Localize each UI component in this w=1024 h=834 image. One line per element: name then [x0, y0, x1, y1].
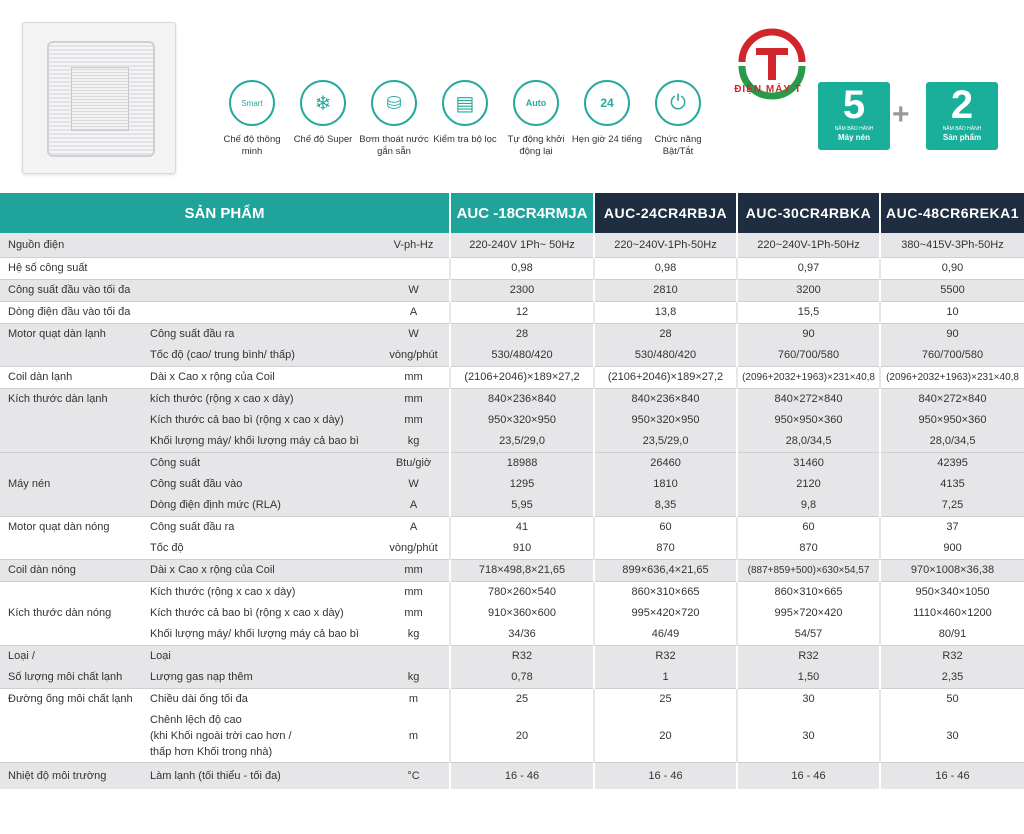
- row-unit: kg: [378, 431, 450, 453]
- row-category: Hệ số công suất: [0, 258, 146, 280]
- feature-filter-check: [428, 80, 502, 146]
- row-category: Đường ống môi chất lạnh: [0, 689, 146, 711]
- brand-name: ĐIỆN MÁY T: [734, 84, 802, 95]
- row-category: Coil dàn nóng: [0, 560, 146, 582]
- product-column-header: SẢN PHẨM: [0, 193, 450, 233]
- spec-value: 37: [880, 517, 1024, 539]
- spec-value: 530/480/420: [450, 345, 594, 367]
- row-unit: kg: [378, 624, 450, 646]
- spec-value: 950×340×1050: [880, 582, 1024, 604]
- spec-value: 760/700/580: [880, 345, 1024, 367]
- timer-24h-icon: 24: [584, 80, 630, 126]
- row-category: [0, 453, 146, 475]
- spec-value: 23,5/29,0: [450, 431, 594, 453]
- table-row: [0, 710, 1024, 763]
- spec-value: 950×950×360: [737, 410, 880, 431]
- spec-value: 16 - 46: [880, 763, 1024, 790]
- spec-value: 12: [450, 302, 594, 324]
- spec-value: 1,50: [737, 667, 880, 689]
- spec-value: 1110×460×1200: [880, 603, 1024, 624]
- row-parameter: kích thước (rộng x cao x dày): [146, 389, 378, 411]
- table-row: [0, 324, 1024, 346]
- spec-value: 860×310×665: [737, 582, 880, 604]
- feature-label: Tự động khởi động lại: [507, 134, 565, 157]
- spec-value: 30: [737, 710, 880, 763]
- spec-value: 30: [880, 710, 1024, 763]
- row-category: Loại /: [0, 646, 146, 668]
- row-category: [0, 431, 146, 453]
- spec-value: 28,0/34,5: [737, 431, 880, 453]
- spec-value: 780×260×540: [450, 582, 594, 604]
- warranty-caption: Máy nén: [837, 133, 870, 142]
- row-parameter: Công suất đầu ra: [146, 324, 378, 346]
- spec-value: 60: [737, 517, 880, 539]
- row-unit: m: [378, 689, 450, 711]
- warranty-years: 2: [950, 83, 974, 127]
- row-category: [0, 624, 146, 646]
- table-row: [0, 302, 1024, 324]
- model-header: AUC-48CR6REKA1: [880, 193, 1024, 233]
- row-parameter: Dòng điện định mức (RLA): [146, 495, 378, 517]
- spec-value: 840×272×840: [737, 389, 880, 411]
- row-parameter: Kích thước (rộng x cao x dày): [146, 582, 378, 604]
- model-header: AUC -18CR4RMJA: [450, 193, 594, 233]
- spec-value: 10: [880, 302, 1024, 324]
- row-parameter: Làm lạnh (tối thiểu - tối đa): [146, 763, 378, 790]
- spec-value: 860×310×665: [594, 582, 737, 604]
- snowflake-icon: ❄: [300, 80, 346, 126]
- spec-value: 910×360×600: [450, 603, 594, 624]
- row-unit: W: [378, 474, 450, 495]
- spec-value: 34/36: [450, 624, 594, 646]
- spec-value: 910: [450, 538, 594, 560]
- row-parameter: Công suất đầu ra: [146, 517, 378, 539]
- row-unit: A: [378, 495, 450, 517]
- spec-value: 220~240V-1Ph-50Hz: [737, 233, 880, 258]
- spec-value: (2096+2032+1963)×231×40,8: [737, 367, 880, 389]
- spec-value: 4135: [880, 474, 1024, 495]
- row-unit: °C: [378, 763, 450, 790]
- spec-table-body: [0, 233, 1024, 789]
- spec-value: 8,35: [594, 495, 737, 517]
- row-parameter: Chiều dài ống tối đa: [146, 689, 378, 711]
- spec-value: 31460: [737, 453, 880, 475]
- spec-value: 26460: [594, 453, 737, 475]
- spec-value: 7,25: [880, 495, 1024, 517]
- row-category: Nguồn điện: [0, 233, 146, 258]
- table-row: [0, 474, 1024, 495]
- spec-value: (2096+2032+1963)×231×40,8: [880, 367, 1024, 389]
- spec-value: (2106+2046)×189×27,2: [450, 367, 594, 389]
- spec-value: 1295: [450, 474, 594, 495]
- spec-value: 16 - 46: [594, 763, 737, 790]
- warranty-years: 5: [842, 83, 866, 127]
- table-row: [0, 280, 1024, 302]
- table-row: [0, 233, 1024, 258]
- row-category: [0, 495, 146, 517]
- feature-label: Bơm thoát nước gắn sẵn: [359, 134, 429, 157]
- feature-label: Kiểm tra bộ lọc: [433, 134, 497, 145]
- spec-value: 1810: [594, 474, 737, 495]
- spec-value: 3200: [737, 280, 880, 302]
- spec-value: 80/91: [880, 624, 1024, 646]
- table-row: [0, 763, 1024, 790]
- spec-value: 25: [594, 689, 737, 711]
- warranty-small-text: NĂM BẢO HÀNH: [834, 126, 874, 132]
- spec-value: 530/480/420: [594, 345, 737, 367]
- spec-value: 900: [880, 538, 1024, 560]
- power-toggle-icon: ⏻: [655, 80, 701, 126]
- feature-label: Chức năng Bật/Tắt: [654, 134, 702, 157]
- feature-super: [286, 80, 360, 146]
- row-unit: mm: [378, 367, 450, 389]
- row-parameter: Lượng gas nạp thêm: [146, 667, 378, 689]
- row-unit: W: [378, 280, 450, 302]
- feature-timer: [570, 80, 644, 146]
- spec-value: 1: [594, 667, 737, 689]
- feature-drain-pump: [357, 80, 431, 158]
- row-unit: kg: [378, 667, 450, 689]
- table-row: [0, 646, 1024, 668]
- spec-value: 0,97: [737, 258, 880, 280]
- spec-value: 16 - 46: [737, 763, 880, 790]
- spec-value: 380~415V-3Ph-50Hz: [880, 233, 1024, 258]
- table-row: [0, 495, 1024, 517]
- row-category: Số lượng môi chất lạnh: [0, 667, 146, 689]
- row-unit: W: [378, 324, 450, 346]
- row-unit: mm: [378, 582, 450, 604]
- row-category: Công suất đầu vào tối đa: [0, 280, 146, 302]
- spec-value: 16 - 46: [450, 763, 594, 790]
- row-parameter: Tốc độ (cao/ trung bình/ thấp): [146, 345, 378, 367]
- spec-value: 42395: [880, 453, 1024, 475]
- spec-value: 90: [737, 324, 880, 346]
- spec-value: 0,78: [450, 667, 594, 689]
- row-parameter: Dài x Cao x rộng của Coil: [146, 560, 378, 582]
- spec-value: 950×950×360: [880, 410, 1024, 431]
- spec-value: 15,5: [737, 302, 880, 324]
- feature-label: Chế độ Super: [293, 134, 353, 145]
- row-parameter: [146, 280, 378, 302]
- spec-value: (887+859+500)×630×54,57: [737, 560, 880, 582]
- row-unit: A: [378, 517, 450, 539]
- spec-header-row: [0, 193, 1024, 233]
- unit-inner-panel: [71, 67, 129, 131]
- filter-check-icon: ▤: [442, 80, 488, 126]
- row-parameter: Dài x Cao x rộng của Coil: [146, 367, 378, 389]
- row-unit: m: [378, 710, 450, 763]
- warranty-caption: Sản phẩm: [942, 133, 982, 142]
- row-category: [0, 345, 146, 367]
- model-header: AUC-30CR4RBKA: [737, 193, 880, 233]
- row-unit: A: [378, 302, 450, 324]
- feature-auto-restart: [499, 80, 573, 158]
- spec-value: 2810: [594, 280, 737, 302]
- spec-value: 220~240V-1Ph-50Hz: [594, 233, 737, 258]
- feature-smart: [215, 80, 289, 158]
- spec-value: 2,35: [880, 667, 1024, 689]
- row-parameter: Công suất: [146, 453, 378, 475]
- row-unit: mm: [378, 389, 450, 411]
- row-category: [0, 538, 146, 560]
- spec-value: 995×720×420: [737, 603, 880, 624]
- spec-value: 50: [880, 689, 1024, 711]
- spec-value: 899×636,4×21,65: [594, 560, 737, 582]
- table-row: [0, 389, 1024, 411]
- row-parameter: Khối lượng máy/ khối lượng máy cả bao bì: [146, 431, 378, 453]
- row-parameter: Kích thước cả bao bì (rộng x cao x dày): [146, 410, 378, 431]
- spec-value: 718×498,8×21,65: [450, 560, 594, 582]
- row-parameter: Tốc độ: [146, 538, 378, 560]
- spec-value: 28: [450, 324, 594, 346]
- table-row: [0, 603, 1024, 624]
- row-category: Kích thước dàn nóng: [0, 603, 146, 624]
- row-unit: mm: [378, 603, 450, 624]
- table-row: [0, 560, 1024, 582]
- table-row: [0, 538, 1024, 560]
- spec-value: (2106+2046)×189×27,2: [594, 367, 737, 389]
- row-category: [0, 710, 146, 763]
- row-unit: vòng/phút: [378, 538, 450, 560]
- table-row: [0, 345, 1024, 367]
- spec-value: 13,8: [594, 302, 737, 324]
- table-row: [0, 367, 1024, 389]
- warranty-badge-compressor: [818, 82, 890, 150]
- spec-value: 54/57: [737, 624, 880, 646]
- spec-value: 870: [594, 538, 737, 560]
- row-parameter: Công suất đầu vào: [146, 474, 378, 495]
- product-image: [22, 22, 176, 174]
- spec-value: 5500: [880, 280, 1024, 302]
- spec-value: 20: [450, 710, 594, 763]
- spec-value: 20: [594, 710, 737, 763]
- row-unit: [378, 258, 450, 280]
- spec-table: [0, 193, 1024, 789]
- spec-value: R32: [594, 646, 737, 668]
- feature-label: Chế độ thông minh: [223, 134, 281, 157]
- spec-value: 840×236×840: [594, 389, 737, 411]
- spec-value: 840×236×840: [450, 389, 594, 411]
- row-parameter: [146, 302, 378, 324]
- row-parameter: Loại: [146, 646, 378, 668]
- row-unit: V-ph-Hz: [378, 233, 450, 258]
- model-header: AUC-24CR4RBJA: [594, 193, 737, 233]
- row-category: Máy nén: [0, 474, 146, 495]
- spec-value: 970×1008×36,38: [880, 560, 1024, 582]
- row-category: Nhiệt độ môi trường: [0, 763, 146, 790]
- table-row: [0, 624, 1024, 646]
- spec-value: 46/49: [594, 624, 737, 646]
- row-parameter: [146, 233, 378, 258]
- feature-label: Hẹn giờ 24 tiếng: [571, 134, 643, 145]
- spec-value: R32: [737, 646, 880, 668]
- spec-value: 5,95: [450, 495, 594, 517]
- warranty-small-text: NĂM BẢO HÀNH: [942, 126, 982, 132]
- spec-value: 23,5/29,0: [594, 431, 737, 453]
- row-parameter: Chênh lệch độ cao (khi Khối ngoài trời cao hơn / thấp hơn Khối trong nhà): [146, 710, 378, 763]
- header-area: [0, 0, 1024, 190]
- row-unit: vòng/phút: [378, 345, 450, 367]
- row-category: Motor quạt dàn nóng: [0, 517, 146, 539]
- row-parameter: Khối lượng máy/ khối lượng máy cả bao bì: [146, 624, 378, 646]
- plus-sign: +: [892, 98, 910, 131]
- row-parameter: Kích thước cả bao bì (rộng x cao x dày): [146, 603, 378, 624]
- spec-value: R32: [880, 646, 1024, 668]
- row-category: Kích thước dàn lạnh: [0, 389, 146, 411]
- spec-value: 0,98: [594, 258, 737, 280]
- row-category: [0, 410, 146, 431]
- table-row: [0, 258, 1024, 280]
- spec-value: 60: [594, 517, 737, 539]
- row-category: Coil dàn lạnh: [0, 367, 146, 389]
- spec-value: 2120: [737, 474, 880, 495]
- table-row: [0, 582, 1024, 604]
- spec-value: 220-240V 1Ph~ 50Hz: [450, 233, 594, 258]
- warranty-badge-product: [926, 82, 998, 150]
- spec-value: R32: [450, 646, 594, 668]
- row-parameter: [146, 258, 378, 280]
- row-unit: mm: [378, 410, 450, 431]
- spec-value: 41: [450, 517, 594, 539]
- spec-value: 18988: [450, 453, 594, 475]
- table-row: [0, 689, 1024, 711]
- spec-value: 0,90: [880, 258, 1024, 280]
- table-row: [0, 410, 1024, 431]
- spec-value: 28,0/34,5: [880, 431, 1024, 453]
- table-row: [0, 453, 1024, 475]
- spec-value: 870: [737, 538, 880, 560]
- spec-value: 995×420×720: [594, 603, 737, 624]
- spec-value: 950×320×950: [450, 410, 594, 431]
- spec-value: 950×320×950: [594, 410, 737, 431]
- spec-value: 760/700/580: [737, 345, 880, 367]
- feature-power: [641, 80, 715, 158]
- table-row: [0, 667, 1024, 689]
- table-row: [0, 517, 1024, 539]
- row-unit: mm: [378, 560, 450, 582]
- row-category: Dòng điện đầu vào tối đa: [0, 302, 146, 324]
- spec-value: 9,8: [737, 495, 880, 517]
- table-row: [0, 431, 1024, 453]
- drain-pump-icon: ⛁: [371, 80, 417, 126]
- row-category: [0, 582, 146, 604]
- spec-value: 28: [594, 324, 737, 346]
- smart-icon: Smart: [229, 80, 275, 126]
- spec-value: 90: [880, 324, 1024, 346]
- row-unit: [378, 646, 450, 668]
- spec-value: 25: [450, 689, 594, 711]
- row-unit: Btu/giờ: [378, 453, 450, 475]
- spec-value: 2300: [450, 280, 594, 302]
- spec-value: 840×272×840: [880, 389, 1024, 411]
- auto-restart-icon: Auto: [513, 80, 559, 126]
- spec-value: 30: [737, 689, 880, 711]
- row-category: Motor quạt dàn lạnh: [0, 324, 146, 346]
- spec-value: 0,98: [450, 258, 594, 280]
